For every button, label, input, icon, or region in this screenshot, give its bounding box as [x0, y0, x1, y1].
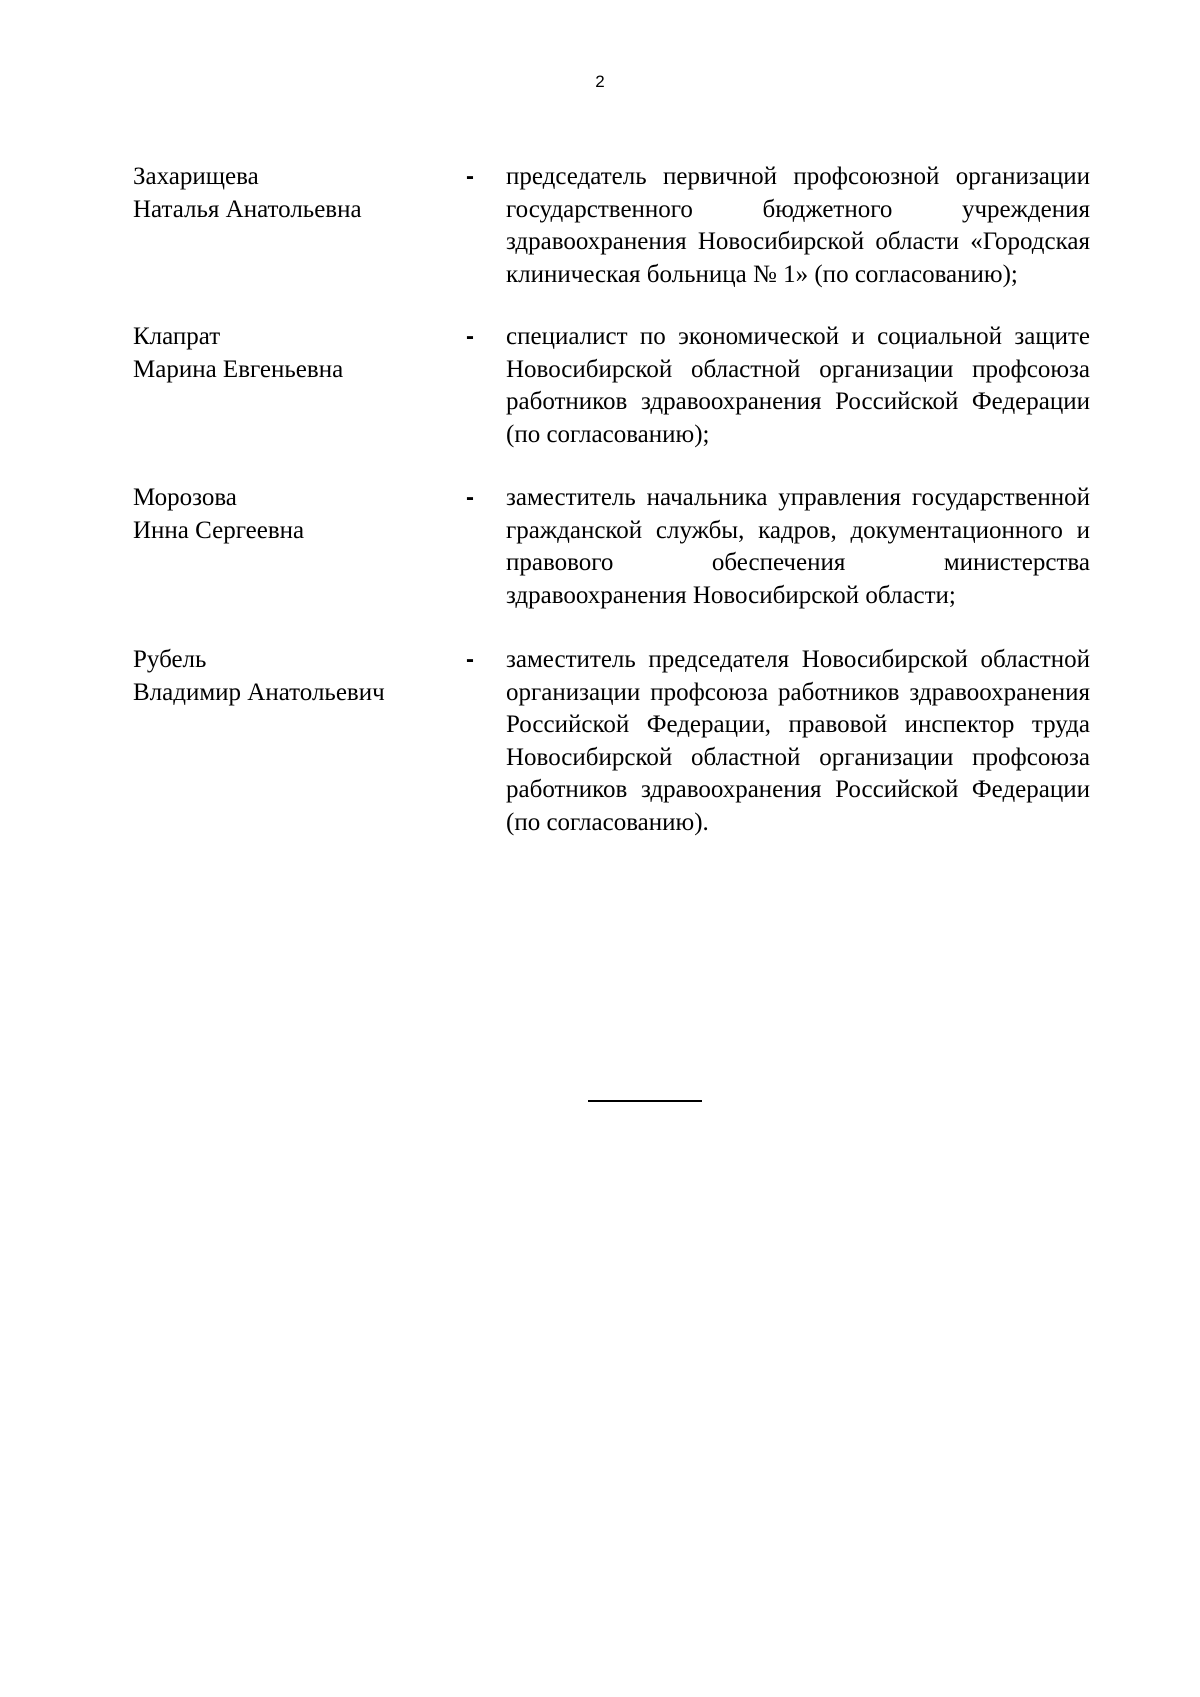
member-entry-morozova — [133, 482, 1090, 612]
member-given-names: Владимир Анатольевич — [133, 678, 385, 706]
member-name — [133, 321, 453, 386]
member-surname: Захарищева — [133, 163, 259, 190]
member-role: заместитель начальника управления государственной гражданской службы, кадров, документационного и правового обеспечения министерства здравоохранения Новосибирской области; — [506, 484, 1090, 609]
member-role: заместитель председателя Новосибирской областной организации профсоюза работников здравоохранения Российской Федерации, правовой инспектор труда Новосибирской областной организации профсоюза работников здравоохранения Российской Федерации (по согласованию). — [506, 646, 1090, 836]
member-given-names: Наталья Анатольевна — [133, 195, 362, 223]
closing-divider — [588, 1100, 702, 1102]
member-name — [133, 161, 453, 226]
member-dash: - — [466, 484, 474, 511]
member-dash: - — [466, 323, 474, 350]
member-surname: Клапрат — [133, 323, 221, 350]
member-given-names: Марина Евгеньевна — [133, 355, 344, 383]
member-dash: - — [466, 163, 474, 190]
member-name — [133, 644, 453, 709]
member-surname: Рубель — [133, 646, 207, 673]
member-given-names: Инна Сергеевна — [133, 516, 305, 544]
member-name — [133, 482, 453, 547]
page-number: 2 — [595, 72, 605, 91]
member-entry-zakharishcheva — [133, 161, 1090, 291]
member-entry-klaprat — [133, 321, 1090, 451]
member-role: председатель первичной профсоюзной организации государственного бюджетного учреждения здравоохранения Новосибирской области «Городская клиническая больница № 1» (по согласованию); — [506, 163, 1090, 288]
member-surname: Морозова — [133, 484, 237, 511]
member-entry-rubel — [133, 644, 1090, 839]
member-role: специалист по экономической и социальной защите Новосибирской областной организации профсоюза работников здравоохранения Российской Федерации (по согласованию); — [506, 323, 1090, 448]
members-list — [133, 161, 1090, 839]
member-dash: - — [466, 646, 474, 673]
